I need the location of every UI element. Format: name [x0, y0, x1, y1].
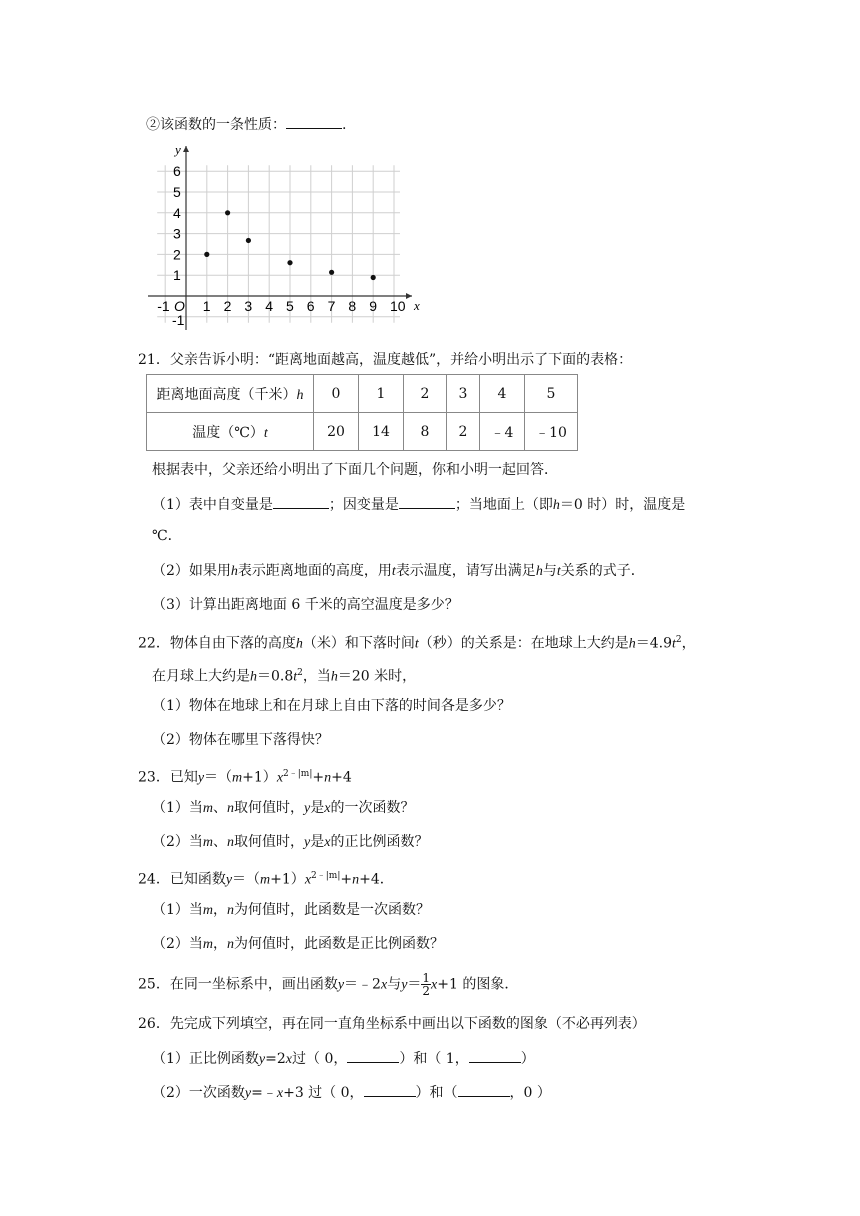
q21-part3: （3）计算出距离地面 6 千米的高空温度是多少？	[152, 597, 459, 613]
data-point	[204, 252, 209, 257]
x-tick-label: 8	[348, 298, 357, 314]
x-tick-label: 1	[202, 298, 211, 314]
q26-part2: （2）一次函数y=﹣x+3 过（ 0， ）和（ ，0 ）	[152, 1082, 551, 1103]
q22-stem-line1: 22．物体自由下落的高度h（米）和下落时间t（秒）的关系是：在地球上大约是$h=4.9t^2$，	[138, 635, 696, 652]
data-point	[329, 270, 334, 275]
plot-ticks	[157, 163, 406, 328]
x-tick-label: 3	[244, 298, 253, 314]
y-tick-label: 2	[173, 246, 181, 263]
x-tick-label: -1	[157, 298, 170, 314]
data-point	[246, 238, 251, 243]
q21-part1-unit: ℃．	[152, 528, 182, 544]
y-tick-label: 5	[173, 184, 181, 200]
q25-stem: 25．在同一坐标系中，画出函数y＝﹣2x与y＝ $\frac{1}{2}$ x+1 的图象．	[138, 971, 519, 998]
origin-label: O	[174, 298, 185, 314]
table-cell: 0	[314, 375, 359, 413]
q22-stem-line2: 在月球上大约是$h=0.8t^2$，当h＝20 米时，	[152, 668, 417, 685]
table-row-label: 距离地面高度（千米）h	[147, 375, 314, 413]
answer-blank	[286, 114, 342, 129]
y-tick-label: -1	[172, 311, 185, 328]
q21-part2: （2）如果用h表示距离地面的高度，用t表示温度，请写出满足h与t关系的式子．	[152, 563, 645, 579]
table-cell: 20	[314, 413, 359, 451]
y-tick-label: 4	[173, 204, 181, 221]
table-cell: ﹣10	[525, 413, 578, 451]
q24-part2: （2）当m，n为何值时，此函数是正比例函数？	[152, 936, 445, 952]
scatter-plot	[146, 142, 424, 330]
plot-axes	[148, 142, 420, 330]
answer-blank	[458, 1082, 510, 1097]
q26-part1: （1）正比例函数y=2x过（ 0， ）和（ 1， ）	[152, 1048, 535, 1069]
y-tick-label: 1	[173, 267, 181, 284]
table-row	[147, 375, 578, 413]
q26-stem: 26．先完成下列填空，再在同一直角坐标系中画出以下函数的图象（不必再列表）	[138, 1016, 646, 1032]
y-axis-arrow	[183, 146, 189, 152]
q21-part1: （1）表中自变量是 ；因变量是 ；当地面上（即h＝0 时）时，温度是	[152, 494, 685, 515]
q23-stem: 23．已知$y=(m+1)x^{2﹣|m|}+n+4$	[138, 769, 352, 786]
table-cell: 14	[359, 413, 404, 451]
x-tick-label: 2	[223, 298, 232, 314]
x-axis-label: x	[414, 298, 420, 313]
x-tick-label: 7	[327, 298, 336, 314]
table-cell: 2	[404, 375, 447, 413]
x-tick-label: 4	[265, 298, 273, 314]
answer-blank	[364, 1082, 416, 1097]
x-tick-label: 6	[306, 298, 315, 314]
y-tick-label: 3	[173, 225, 181, 242]
plot-grid	[157, 165, 400, 323]
y-tick-label: 6	[173, 163, 181, 180]
q22-part1: （1）物体在地球上和在月球上自由下落的时间各是多少？	[152, 698, 511, 714]
table-row	[147, 413, 578, 451]
data-point	[225, 210, 230, 215]
table-cell: 5	[525, 375, 578, 413]
answer-blank	[469, 1048, 521, 1063]
table-row-label: 温度（℃）t	[147, 413, 314, 451]
table-cell: 3	[447, 375, 480, 413]
q21-stem: 21．父亲告诉小明：“距离地面越高，温度越低”，并给小明出示了下面的表格：	[138, 352, 633, 368]
data-point	[287, 260, 292, 265]
x-axis-arrow	[406, 293, 412, 299]
x-tick-label: 10	[390, 298, 406, 314]
q23-part1: （1）当m、n取何值时，y是x的一次函数？	[152, 800, 415, 816]
table-cell: 4	[480, 375, 525, 413]
x-tick-label: 5	[286, 298, 294, 314]
x-tick-label: 9	[369, 298, 377, 314]
table-cell: 2	[447, 413, 480, 451]
answer-blank	[399, 494, 455, 509]
q20-property-line: ②该函数的一条性质： .	[146, 114, 346, 134]
q22-part2: （2）物体在哪里下落得快？	[152, 732, 329, 748]
fraction-one-half: $\frac{1}{2}$	[422, 971, 431, 998]
table-cell: 1	[359, 375, 404, 413]
table-cell: 8	[404, 413, 447, 451]
y-axis-label: y	[175, 142, 181, 157]
answer-blank	[273, 494, 329, 509]
data-point	[371, 275, 376, 280]
table-cell: ﹣4	[480, 413, 525, 451]
q24-stem: 24．已知函数$y=(m+1)x^{2﹣|m|}+n+4$．	[138, 871, 394, 888]
height-temperature-table	[146, 374, 578, 451]
q24-part1: （1）当m，n为何值时，此函数是一次函数？	[152, 902, 431, 918]
answer-blank	[347, 1048, 399, 1063]
q21-intro: 根据表中，父亲还给小明出了下面几个问题，你和小明一起回答．	[152, 462, 558, 478]
q23-part2: （2）当m、n取何值时，y是x的正比例函数？	[152, 834, 429, 850]
